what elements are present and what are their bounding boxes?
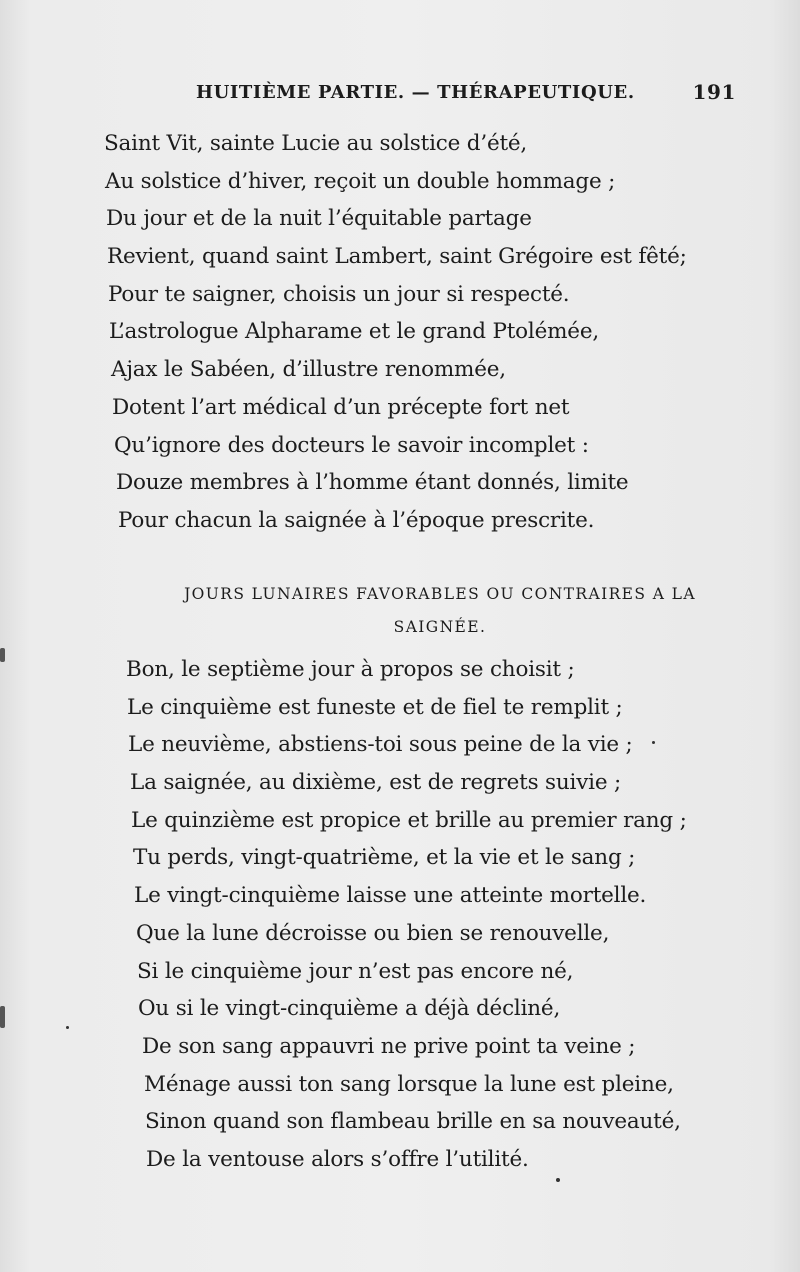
verse-line: L’astrologue Alpharame et le grand Ptolémée, [109, 319, 599, 345]
verse-line: Si le cinquième jour n’est pas encore né, [137, 958, 574, 984]
verse-line: Le vingt-cinquième laisse une atteinte mortelle. [134, 883, 647, 909]
verse-line: Bon, le septième jour à propos se choisit ; [126, 657, 575, 682]
verse-line: Au solstice d’hiver, reçoit un double hommage ; [105, 168, 616, 194]
page-header [196, 78, 736, 110]
verse-line: Dotent l’art médical d’un précepte fort net [112, 394, 570, 420]
verse-line: Sinon quand son flambeau brille en sa nouveauté, [145, 1109, 681, 1135]
verse-line: Ménage aussi ton sang lorsque la lune est pleine, [144, 1071, 674, 1097]
verse-line: Pour te saigner, choisis un jour si respecté. [108, 281, 570, 307]
ink-speck [66, 1026, 69, 1029]
verse-line: Pour chacun la saignée à l’époque prescrite. [118, 507, 595, 533]
verse-line: Le cinquième est funeste et de fiel te remplit ; [127, 694, 623, 720]
verse-block-1 [104, 125, 687, 540]
section-title-line-2: SAIGNÉE. [393, 618, 487, 636]
section-title [140, 578, 740, 644]
verse-line: Ajax le Sabéen, d’illustre renommée, [111, 357, 506, 383]
verse-line: Revient, quand saint Lambert, saint Grégoire est fêté; [107, 244, 687, 270]
ink-speck [652, 741, 655, 744]
running-title: HUITIÈME PARTIE. — THÉRAPEUTIQUE. [196, 82, 635, 103]
verse-line: De son sang appauvri ne prive point ta veine ; [142, 1033, 636, 1059]
verse-line: Saint Vit, sainte Lucie au solstice d’été, [104, 131, 528, 156]
verse-line: Le quinzième est propice et brille au premier rang ; [131, 807, 687, 833]
edge-blemish [0, 1006, 5, 1028]
verse-line: Ou si le vingt-cinquième a déjà décliné, [138, 996, 561, 1022]
verse-line: La saignée, au dixième, est de regrets suivie ; [130, 770, 622, 796]
verse-line: Le neuvième, abstiens-toi sous peine de la vie ; [128, 732, 633, 758]
verse-line: Qu’ignore des docteurs le savoir incomplet : [114, 432, 589, 458]
verse-line: Douze membres à l’homme étant donnés, limite [116, 470, 629, 496]
section-title-line-1: JOURS LUNAIRES FAVORABLES OU CONTRAIRES A LA [184, 585, 696, 603]
edge-blemish [0, 648, 5, 662]
verse-line: Tu perds, vingt-quatrième, et la vie et le sang ; [133, 845, 636, 871]
verse-line: De la ventouse alors s’offre l’utilité. [146, 1146, 529, 1172]
ink-speck [556, 1178, 560, 1182]
verse-line: Que la lune décroisse ou bien se renouvelle, [136, 920, 610, 946]
page-number: 191 [692, 80, 736, 104]
verse-block-2 [126, 651, 687, 1179]
verse-line: Du jour et de la nuit l’équitable partage [106, 206, 532, 232]
